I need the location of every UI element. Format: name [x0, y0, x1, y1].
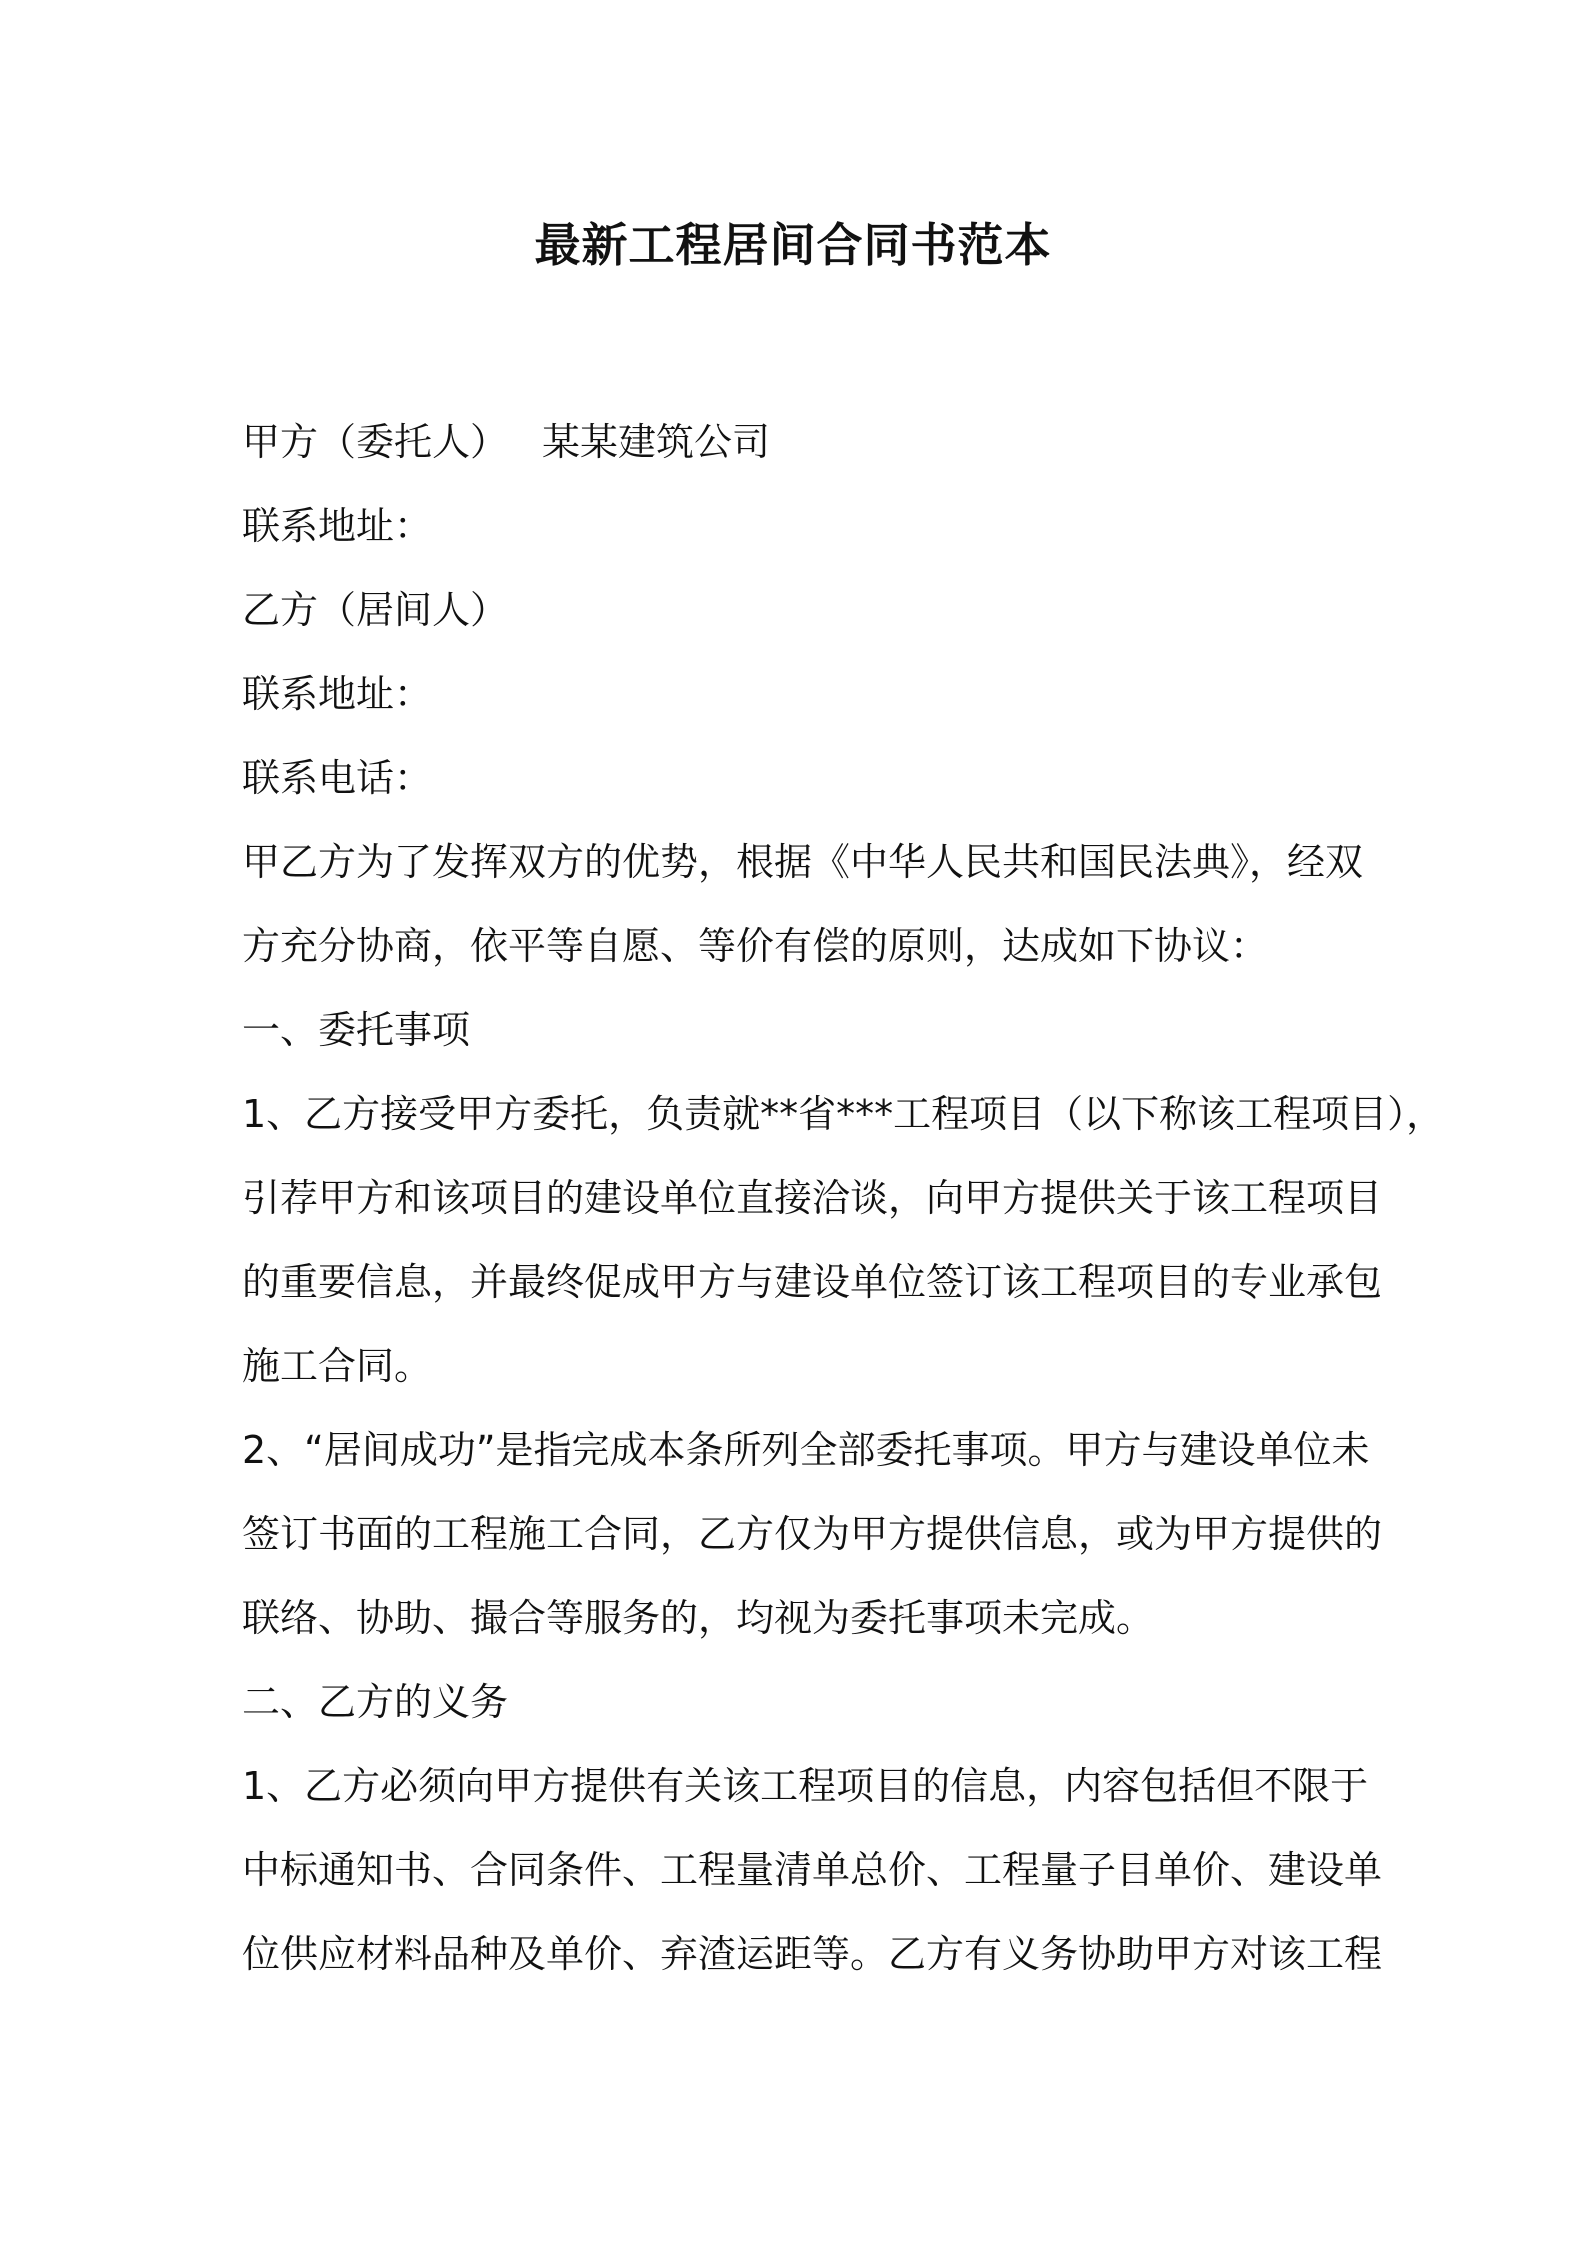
paragraph-line: 签订书面的工程施工合同，乙方仅为甲方提供信息，或为甲方提供的 [242, 1512, 1383, 1556]
party-b-address-label: 联系地址： [242, 672, 433, 716]
paragraph-line: 中标通知书、合同条件、工程量清单总价、工程量子目单价、建设单 [242, 1848, 1383, 1892]
party-a-label: 甲方（委托人） [242, 420, 509, 464]
paragraph-line: 位供应材料品种及单价、弃渣运距等。乙方有义务协助甲方对该工程 [242, 1932, 1383, 1976]
paragraph-line: 施工合同。 [242, 1344, 433, 1388]
paragraph-line: 1、乙方必须向甲方提供有关该工程项目的信息，内容包括但不限于 [242, 1764, 1369, 1808]
section-heading: 二、乙方的义务 [242, 1680, 509, 1724]
document-body [242, 400, 1445, 1996]
party-b-phone-label: 联系电话： [242, 756, 433, 800]
paragraph-line: 1、乙方接受甲方委托，负责就**省***工程项目（以下称该工程项目）， [242, 1092, 1445, 1136]
party-b-label: 乙方（居间人） [242, 588, 509, 632]
party-a-address-label: 联系地址： [242, 504, 433, 548]
party-a-name: 某某建筑公司 [542, 420, 771, 464]
paragraph-line: 的重要信息，并最终促成甲方与建设单位签订该工程项目的专业承包 [242, 1260, 1383, 1304]
paragraph-line: 联络、协助、撮合等服务的，均视为委托事项未完成。 [242, 1596, 1155, 1640]
party-a-line [242, 400, 1362, 484]
paragraph-line: 甲乙方为了发挥双方的优势，根据《中华人民共和国民法典》，经双 [242, 840, 1364, 884]
section-heading: 一、委托事项 [242, 1008, 471, 1052]
paragraph-line: 2、“居间成功”是指完成本条所列全部委托事项。甲方与建设单位未 [242, 1428, 1370, 1472]
paragraph-line: 方充分协商，依平等自愿、等价有偿的原则，达成如下协议： [242, 924, 1269, 968]
document-title: 最新工程居间合同书范本 [534, 218, 1052, 272]
paragraph-line: 引荐甲方和该项目的建设单位直接洽谈，向甲方提供关于该工程项目 [242, 1176, 1383, 1220]
